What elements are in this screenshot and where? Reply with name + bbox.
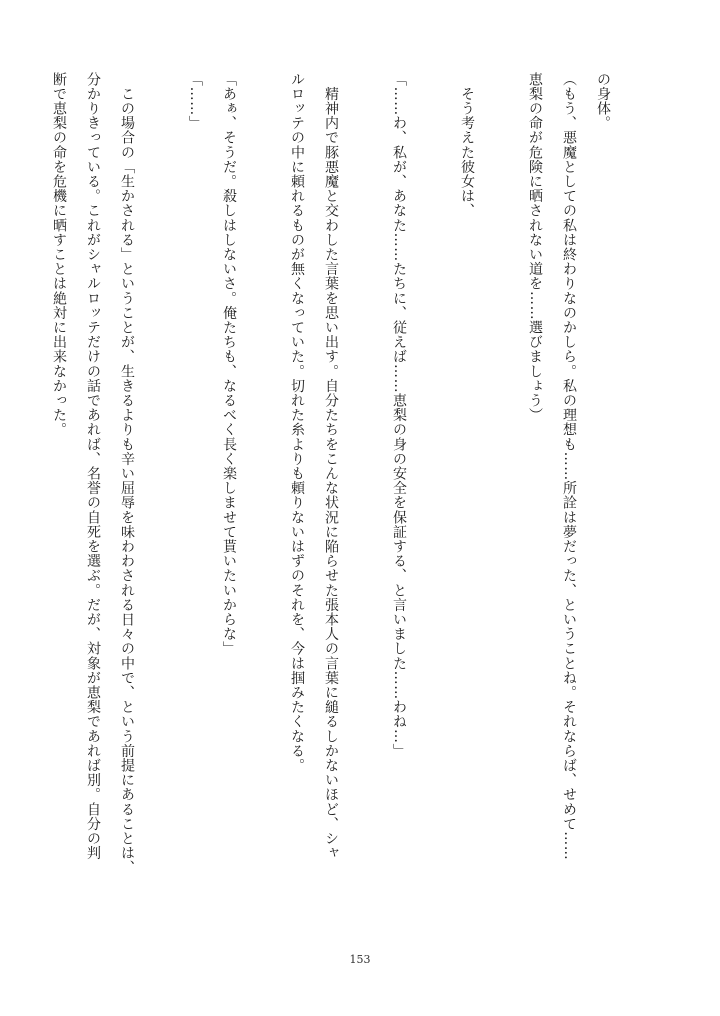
blank-line — [8, 72, 42, 952]
text-line: （もう、悪魔としての私は終わりなのかしら。私の理想も……所詮は夢だった、ということね。それならば、せめて…… — [561, 72, 577, 861]
text-line: の身体。 — [595, 72, 611, 131]
blank-line — [144, 72, 178, 952]
text-line: この場合の「生かされる」ということが、生きるよりも辛い屈辱を味わわされる日々の中で、という前提にあることは、 — [119, 72, 135, 875]
text-line: 断で恵梨の命を危機に晒すことは絶対に出来なかった。 — [51, 72, 67, 437]
blank-line — [348, 72, 382, 952]
text-line: 恵梨の命が危険に晒されない道を……選びましょう） — [527, 72, 543, 423]
text-line: 「あぁ、そうだ。殺しはしないさ。俺たちも、なるべく長く楽しませて貰いたいからな」 — [221, 72, 237, 656]
text-line: 分かりきっている。これがシャルロッテだけの話であれば、名誉の自死を選ぶ。だが、対象が恵梨であれば別。自分の判 — [85, 72, 101, 861]
blank-line — [246, 72, 280, 952]
text-line: 精神内で豚悪魔と交わした言葉を思い出す。自分たちをこんな状況に陥らせた張本人の言葉に縋るしかないほど、シャ — [323, 72, 339, 861]
vertical-text-body — [0, 72, 620, 952]
text-line — [0, 72, 8, 952]
text-line: ルロッテの中に頼れるものが無くなっていた。切れた糸よりも頼りないはずのそれを、今は掴みたくなる。 — [289, 72, 305, 773]
blank-line — [416, 72, 450, 952]
text-line: そう考えた彼女は、 — [459, 72, 475, 218]
blank-line — [484, 72, 518, 952]
text-line: 「……わ、私が、あなた……たちに、従えば……恵梨の身の安全を保証する、と言いました……わね…」 — [391, 72, 407, 759]
text-line: 「……」 — [187, 72, 203, 131]
page-number: 153 — [349, 953, 371, 966]
